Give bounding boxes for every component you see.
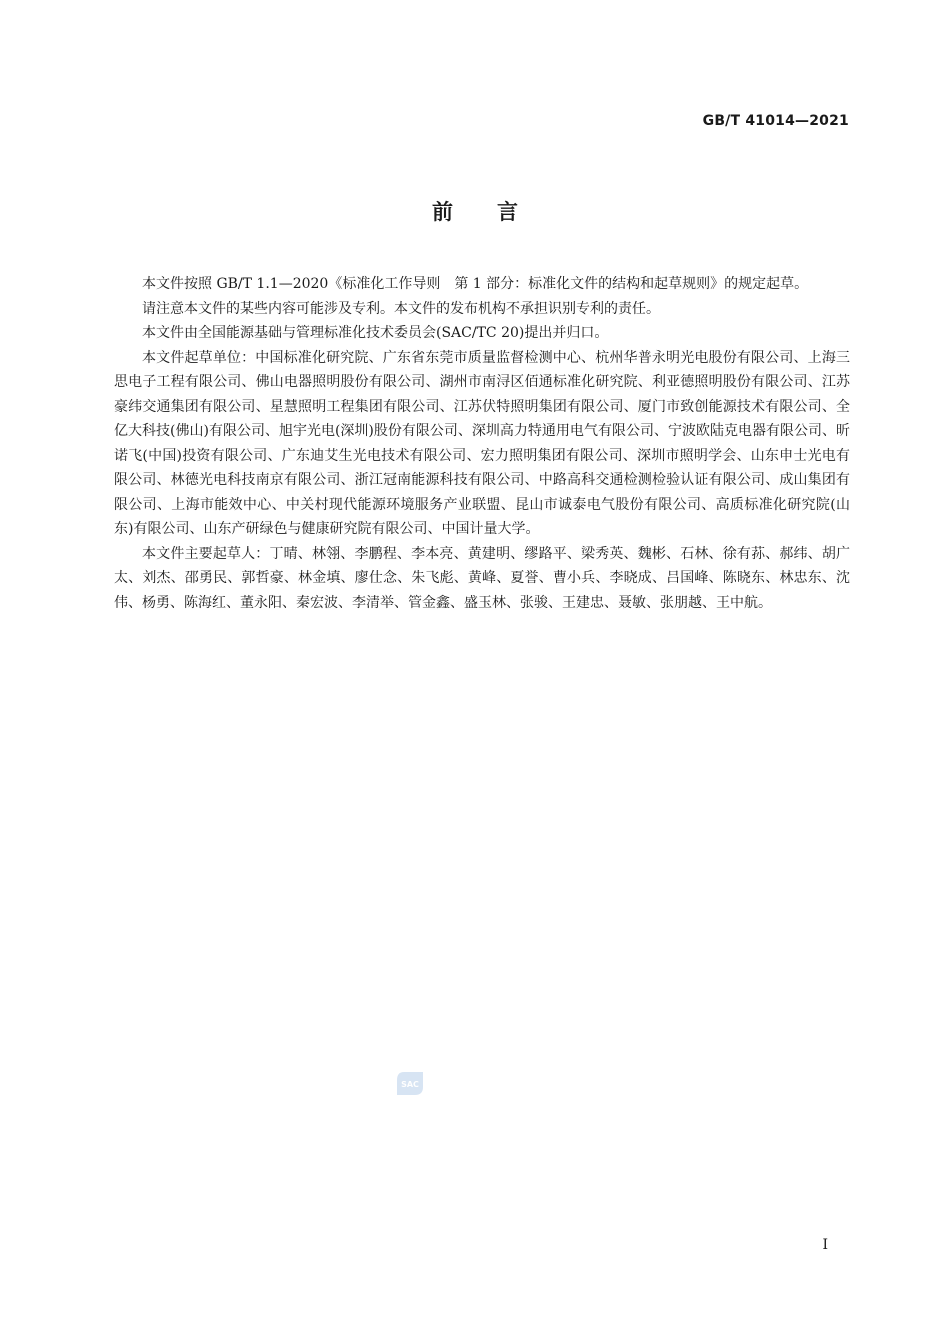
paragraph-drafting-organizations: 本文件起草单位：中国标准化研究院、广东省东莞市质量监督检测中心、杭州华普永明光电股份有限公司、上海三思电子工程有限公司、佛山电器照明股份有限公司、湖州市南浔区佰通标准化研究院、利亚德照明股份有限公司、江苏豪纬交通集团有限公司、星慧照明工程集团有限公司、江苏伏特照明集团有限公司、厦门市致创能源技术有限公司、全亿大科技(佛山)有限公司、旭宇光电(深圳)股份有限公司、深圳高力特通用电气有限公司、宁波欧陆克电器有限公司、昕诺飞(中国)投资有限公司、广东迪艾生光电技术有限公司、宏力照明集团有限公司、深圳市照明学会、山东申士光电有限公司、林德光电科技南京有限公司、浙江冠南能源科技有限公司、中路高科交通检测检验认证有限公司、成山集团有限公司、上海市能效中心、中关村现代能源环境服务产业联盟、昆山市诚泰电气股份有限公司、高质标准化研究院(山东)有限公司、山东产研绿色与健康研究院有限公司、中国计量大学。 [114,349,850,537]
paragraph-proposer: 本文件由全国能源基础与管理标准化技术委员会(SAC/TC 20)提出并归口。 [142,325,609,341]
standard-number: GB/T 41014—2021 [702,113,849,129]
svg-text:SAC: SAC [401,1080,419,1089]
page-title: 前言 [432,200,562,224]
page-number: I [822,1237,828,1253]
paragraph-drafting-rules: 本文件按照 GB/T 1.1—2020《标准化工作导则 第 1 部分：标准化文件的结构和起草规则》的规定起草。 [142,276,809,292]
paragraph-patent-notice: 请注意本文件的某些内容可能涉及专利。本文件的发布机构不承担识别专利的责任。 [142,300,660,317]
paragraph-main-drafters: 本文件主要起草人：丁晴、林翎、李鹏程、李本亮、黄建明、缪路平、梁秀英、魏彬、石林、徐有荪、郝纬、胡广太、刘杰、邵勇民、郭哲豪、林金填、廖仕念、朱飞彪、黄峰、夏誉、曹小兵、李晓成、吕国峰、陈晓东、林忠东、沈伟、杨勇、陈海红、董永阳、秦宏波、李清举、管金鑫、盛玉林、张骏、王建忠、聂敏、张朋越、王中航。 [114,545,850,611]
foreword-body [114,272,850,615]
sac-logo-icon [397,1072,423,1095]
